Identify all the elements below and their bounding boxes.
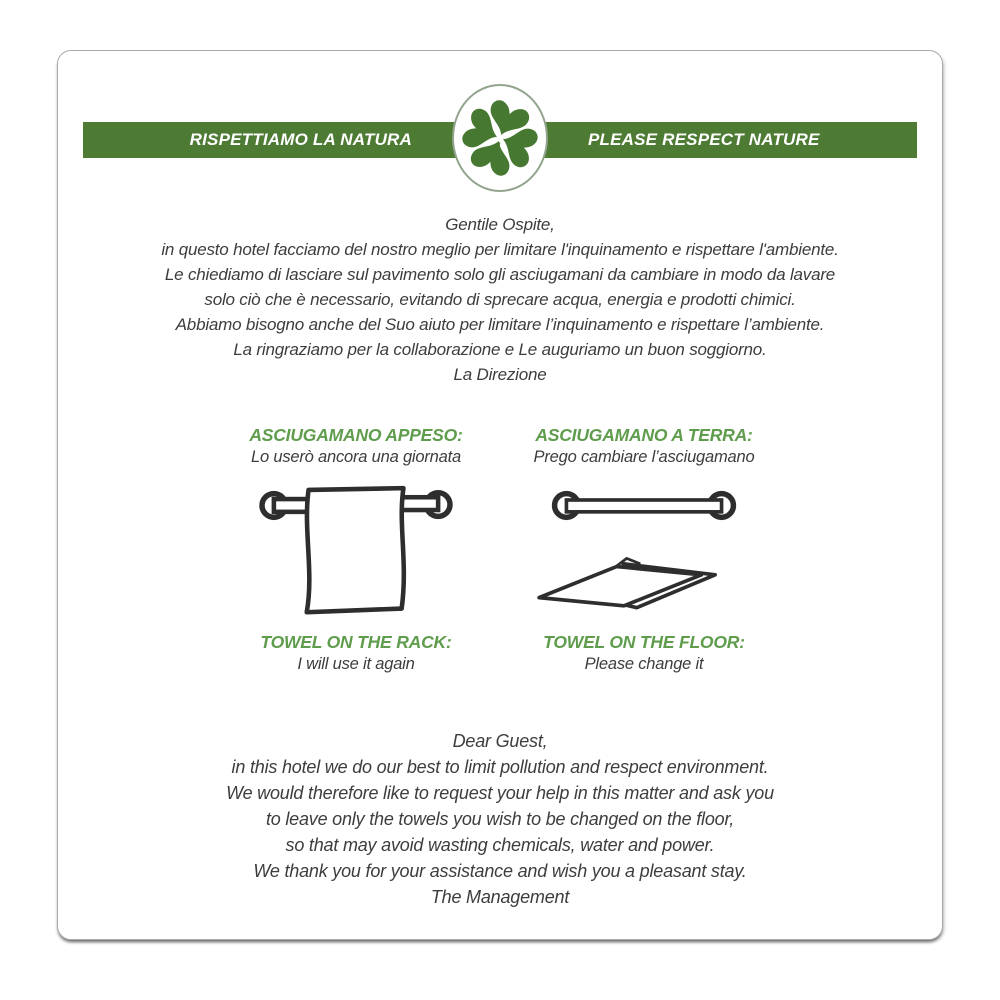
clover-emblem <box>452 84 548 192</box>
floor-title-italian: ASCIUGAMANO A TERRA: <box>535 425 753 445</box>
message-line: in this hotel we do our best to limit pollution and respect environment. <box>231 757 769 777</box>
towel-on-rack-icon <box>228 479 484 625</box>
banner-italian-label: RISPETTIAMO LA NATURA <box>189 130 412 149</box>
english-signature: The Management <box>430 887 570 907</box>
message-line: La ringraziamo per la collaborazione e Le auguriamo un buon soggiorno. <box>233 340 767 359</box>
message-line: We thank you for your assistance and wish you a pleasant stay. <box>253 861 747 881</box>
message-line: Abbiamo bisogno anche del Suo aiuto per limitare l’inquinamento e rispettare l’ambiente. <box>175 315 825 334</box>
floor-subtitle-italian: Prego cambiare l’asciugamano <box>533 448 755 466</box>
towel-on-rack-section <box>212 424 500 676</box>
rack-subtitle-italian: Lo userò ancora una giornata <box>251 448 461 466</box>
message-line: solo ciò che è necessario, evitando di sprecare acqua, energia e prodotti chimici. <box>204 290 796 309</box>
banner-english-label: PLEASE RESPECT NATURE <box>588 130 820 149</box>
clover-icon <box>460 98 540 178</box>
italian-message <box>58 212 942 387</box>
rack-subtitle-english: I will use it again <box>297 655 415 673</box>
message-line: in questo hotel facciamo del nostro meglio per limitare l'inquinamento e rispettare l'ambiente. <box>161 240 839 259</box>
english-message <box>58 728 942 910</box>
message-line: Le chiediamo di lasciare sul pavimento solo gli asciugamani da cambiare in modo da lavare <box>164 265 836 284</box>
italian-signature: La Direzione <box>453 365 547 384</box>
towel-on-floor-icon <box>516 479 772 625</box>
towel-on-floor-section <box>500 424 788 676</box>
message-line: We would therefore like to request your help in this matter and ask you <box>226 783 774 803</box>
rack-title-italian: ASCIUGAMANO APPESO: <box>249 425 463 445</box>
message-line: so that may avoid wasting chemicals, water and power. <box>285 835 715 855</box>
instruction-columns <box>58 424 942 676</box>
rack-title-english: TOWEL ON THE RACK: <box>260 632 452 652</box>
italian-salutation: Gentile Ospite, <box>445 215 555 234</box>
towel-notice-card <box>57 50 943 940</box>
floor-title-english: TOWEL ON THE FLOOR: <box>543 632 745 652</box>
english-salutation: Dear Guest, <box>452 731 548 751</box>
floor-subtitle-english: Please change it <box>584 655 704 673</box>
message-line: to leave only the towels you wish to be changed on the floor, <box>265 809 735 829</box>
